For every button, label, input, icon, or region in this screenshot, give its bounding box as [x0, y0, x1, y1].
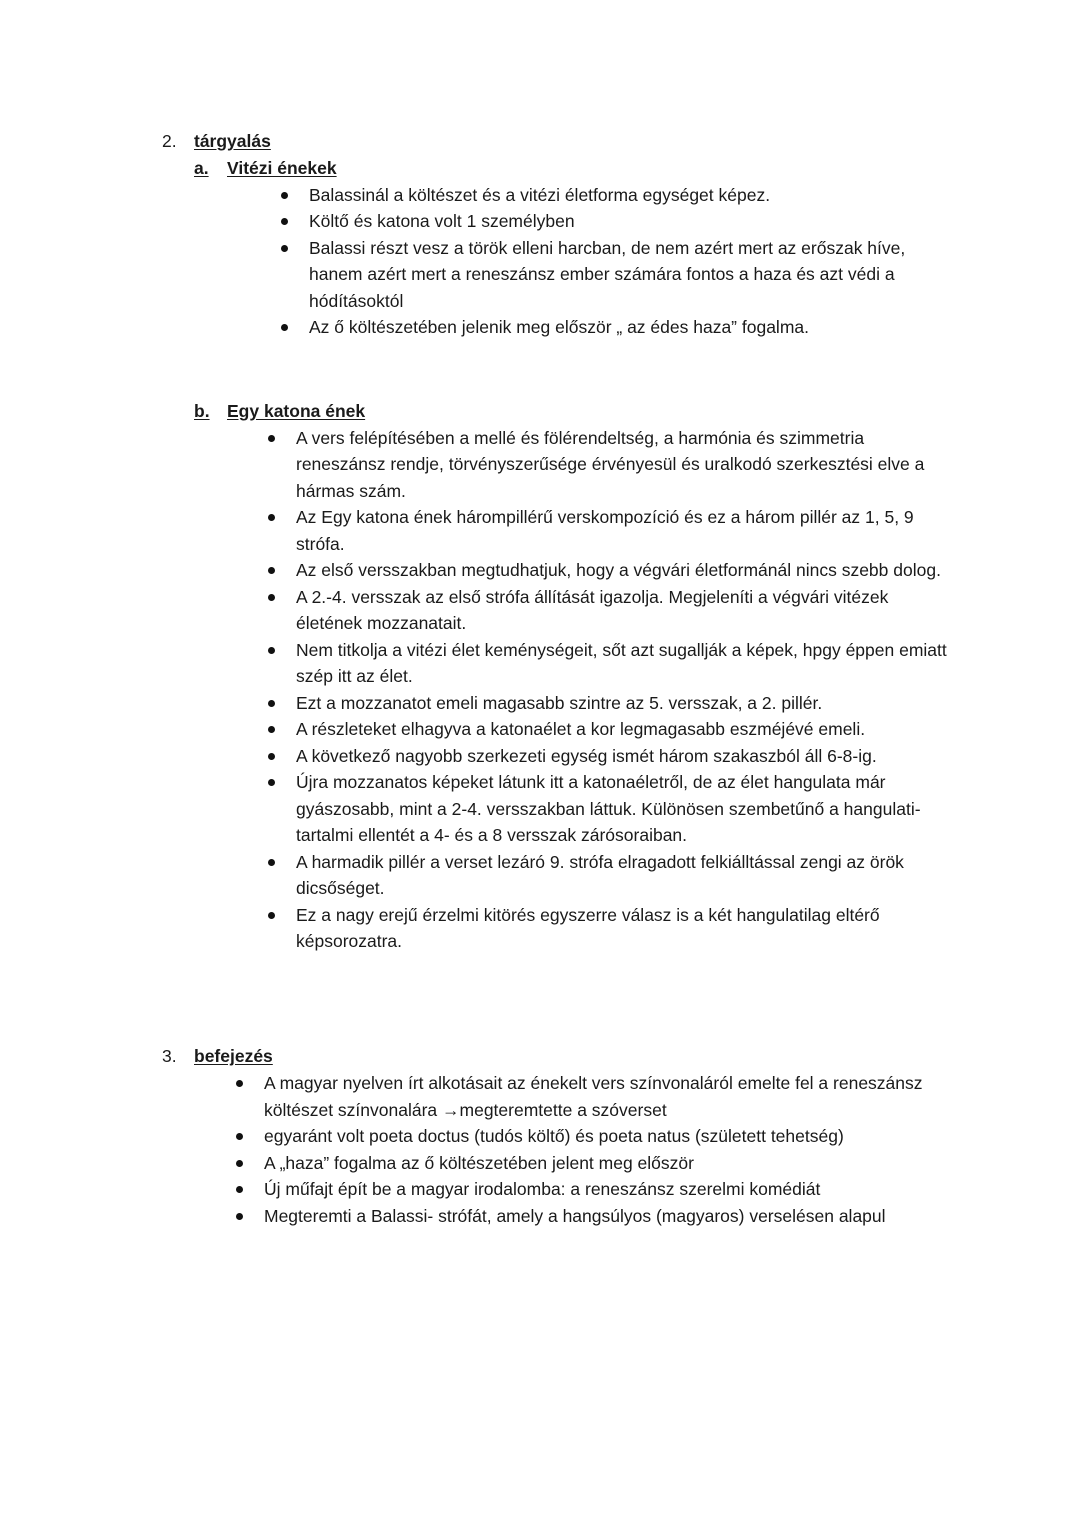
- list-item-text: A 2.-4. versszak az első strófa állítását igazolja. Megjeleníti a végvári vitézek életének mozzanatait.: [296, 586, 889, 633]
- bullet-icon: [268, 594, 275, 601]
- list-item: [296, 690, 948, 717]
- list-item-text: Balassinál a költészet és a vitézi életforma egységet képez.: [309, 184, 771, 205]
- list-item-text: Balassi részt vesz a török elleni harcban, de nem azért mert az erőszak híve, hanem azért mert a reneszánsz ember számára fontos a haza és azt védi a hódításoktól: [309, 237, 906, 311]
- bullet-icon: [281, 324, 288, 331]
- list-item-text: A „haza” fogalma az ő költészetében jelent meg először: [264, 1152, 694, 1173]
- list-item-text: A magyar nyelven írt alkotásait az énekelt vers színvonaláról emelte fel a reneszánsz költészet színvonalára →megteremtette a szóverset: [264, 1073, 923, 1120]
- bullet-list-a: [309, 182, 929, 341]
- list-item-text: Megteremti a Balassi- strófát, amely a hangsúlyos (magyaros) verselésen alapul: [264, 1205, 886, 1226]
- section-3-body: [264, 1070, 964, 1229]
- section-2-heading: [162, 128, 271, 155]
- list-item-text: A harmadik pillér a verset lezáró 9. strófa elragadott felkiálltással zengi az örök dicsőséget.: [296, 851, 904, 898]
- list-item: [264, 1176, 954, 1203]
- list-item: [296, 849, 948, 902]
- section-2: [162, 128, 271, 155]
- list-item: [296, 584, 948, 637]
- bullet-icon: [268, 912, 275, 919]
- bullet-list-b: [296, 425, 948, 955]
- subsection-letter: b.: [194, 401, 210, 421]
- list-item: [296, 716, 948, 743]
- list-item: [296, 902, 948, 955]
- list-item-text: A részleteket elhagyva a katonaélet a kor legmagasabb eszméjévé emeli.: [296, 719, 866, 739]
- list-item-text: Az első versszakban megtudhatjuk, hogy a végvári életformánál nincs szebb dolog.: [296, 560, 941, 580]
- subsection-b: [194, 398, 954, 955]
- list-item: [309, 208, 929, 235]
- list-item: [296, 425, 948, 505]
- list-item-text: Az ő költészetében jelenik meg először „ az édes haza” fogalma.: [309, 317, 809, 337]
- bullet-icon: [268, 779, 275, 786]
- list-item-text: A vers felépítésében a mellé és fölérendeltség, a harmónia és szimmetria reneszánsz rendje, törvényszerűsége érvényesül és uralkodó szerkesztési elve a hármas szám.: [296, 427, 925, 501]
- list-item-text: A következő nagyobb szerkezeti egység ismét három szakaszból áll 6-8-ig.: [296, 745, 877, 766]
- list-item: [296, 743, 948, 770]
- bullet-icon: [236, 1160, 243, 1167]
- subsection-a-heading: [194, 155, 954, 182]
- subsection-a: [194, 155, 954, 341]
- section-number: 3.: [162, 1046, 177, 1066]
- list-item-text: Ezt a mozzanatot emeli magasabb szintre az 5. versszak, a 2. pillér.: [296, 692, 823, 713]
- bullet-list-conclusion: [264, 1070, 954, 1229]
- list-item: [296, 637, 948, 690]
- bullet-icon: [236, 1080, 243, 1087]
- list-item: [264, 1123, 954, 1150]
- list-item: [264, 1150, 954, 1177]
- list-item-text: Az Egy katona ének hárompillérű verskompozíció és ez a három pillér az 1, 5, 9 strófa.: [296, 507, 914, 554]
- bullet-icon: [281, 218, 288, 225]
- section-3-heading: [162, 1043, 273, 1070]
- bullet-icon: [236, 1133, 243, 1140]
- list-item: [296, 769, 948, 849]
- list-item: [309, 235, 929, 315]
- list-item: [296, 557, 948, 584]
- bullet-icon: [268, 859, 275, 866]
- subsection-b-heading: [194, 398, 954, 425]
- bullet-icon: [268, 700, 275, 707]
- section-number: 2.: [162, 131, 177, 151]
- list-item-text: Ez a nagy erejű érzelmi kitörés egyszerre válasz is a két hangulatilag eltérő képsorozatra.: [296, 904, 880, 951]
- list-item-text: Nem titkolja a vitézi élet keménységeit, sőt azt sugallják a képek, hpgy éppen emiatt szép itt az élet.: [296, 639, 947, 686]
- bullet-icon: [236, 1186, 243, 1193]
- bullet-icon: [268, 435, 275, 442]
- bullet-icon: [281, 245, 288, 252]
- section-title: tárgyalás: [194, 131, 271, 151]
- section-title: befejezés: [194, 1046, 273, 1066]
- list-item: [264, 1203, 954, 1230]
- bullet-icon: [268, 647, 275, 654]
- list-item: [264, 1070, 954, 1123]
- bullet-icon: [268, 514, 275, 521]
- list-item-text: Költő és katona volt 1 személyben: [309, 211, 575, 231]
- subsection-letter: a.: [194, 158, 209, 178]
- bullet-icon: [268, 753, 275, 760]
- bullet-icon: [268, 567, 275, 574]
- list-item: [309, 182, 929, 209]
- list-item-text: Új műfajt épít be a magyar irodalomba: a reneszánsz szerelmi komédiát: [264, 1179, 821, 1199]
- bullet-icon: [281, 192, 288, 199]
- bullet-icon: [236, 1213, 243, 1220]
- list-item: [296, 504, 948, 557]
- list-item: [309, 314, 929, 341]
- list-item-text: Újra mozzanatos képeket látunk itt a katonaéletről, de az élet hangulata már gyászosabb, mint a 2-4. versszakban láttuk. Különösen szembetűnő a hangulati-tartalmi ellentét a 4- és a 8 versszak zárósoraiban.: [296, 772, 921, 845]
- bullet-icon: [268, 726, 275, 733]
- subsection-title: Vitézi énekek: [227, 158, 337, 178]
- list-item-text: egyaránt volt poeta doctus (tudós költő) és poeta natus (született tehetség): [264, 1126, 844, 1146]
- subsection-title: Egy katona ének: [227, 401, 366, 421]
- section-3: [162, 1043, 273, 1070]
